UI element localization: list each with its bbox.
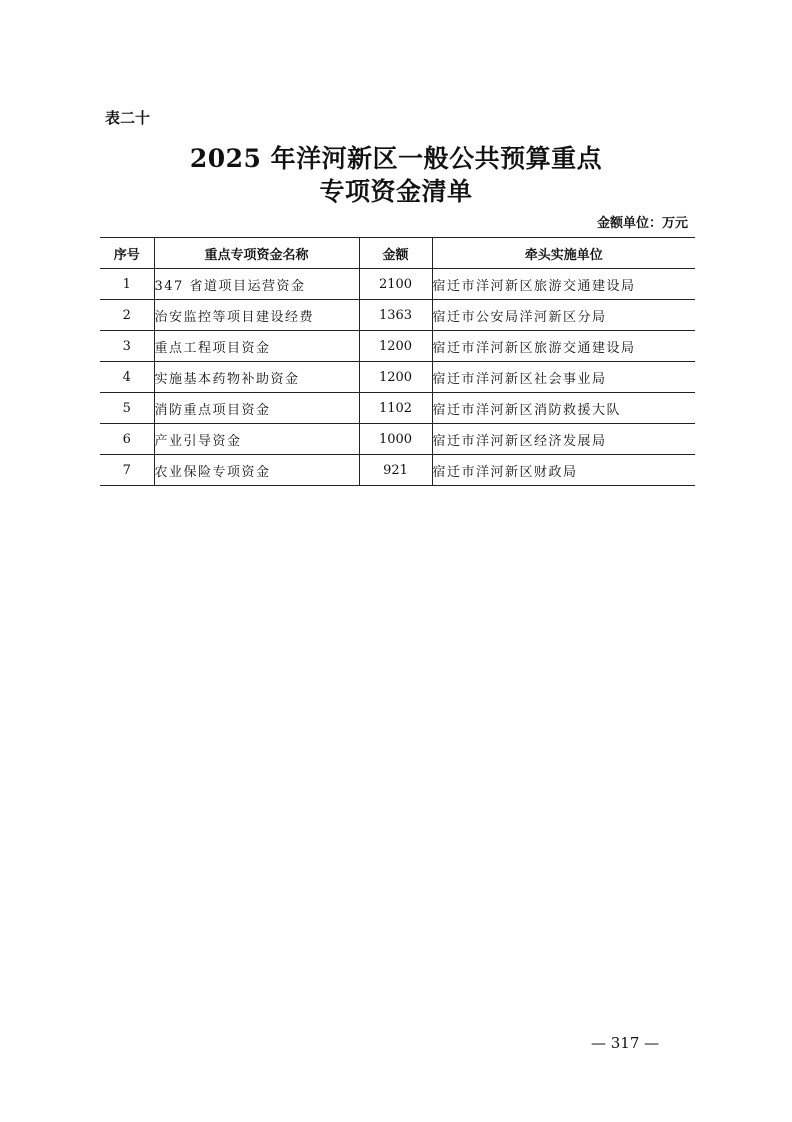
- cell-amount: 1200: [359, 331, 432, 362]
- cell-lead-unit: 宿迁市公安局洋河新区分局: [432, 300, 695, 331]
- table-row: [100, 455, 695, 486]
- cell-amount: 1000: [359, 424, 432, 455]
- cell-serial-number: 7: [100, 455, 154, 486]
- cell-lead-unit: 宿迁市洋河新区消防救援大队: [432, 393, 695, 424]
- table-row: [100, 393, 695, 424]
- table-row: [100, 300, 695, 331]
- header-amount: 金额: [359, 238, 432, 269]
- cell-lead-unit: 宿迁市洋河新区旅游交通建设局: [432, 269, 695, 300]
- cell-amount: 921: [359, 455, 432, 486]
- table-label: 表二十: [105, 109, 151, 127]
- cell-lead-unit: 宿迁市洋河新区财政局: [432, 455, 695, 486]
- cell-serial-number: 1: [100, 269, 154, 300]
- header-serial-number: 序号: [100, 238, 154, 269]
- page-number: — 317 —: [591, 1034, 660, 1052]
- special-funds-table: [100, 237, 695, 486]
- cell-fund-name: 消防重点项目资金: [154, 393, 359, 424]
- page-title-line2: 专项资金清单: [319, 177, 473, 206]
- page-title-line1: 2025 年洋河新区一般公共预算重点: [189, 144, 603, 173]
- header-fund-name: 重点专项资金名称: [154, 238, 359, 269]
- table-row: [100, 424, 695, 455]
- table-row: [100, 331, 695, 362]
- cell-fund-name: 实施基本药物补助资金: [154, 362, 359, 393]
- cell-serial-number: 2: [100, 300, 154, 331]
- header-lead-unit: 牵头实施单位: [432, 238, 695, 269]
- cell-fund-name: 347 省道项目运营资金: [154, 269, 359, 300]
- amount-unit-note: 金额单位：万元: [596, 216, 688, 231]
- cell-amount: 1102: [359, 393, 432, 424]
- table-row: [100, 269, 695, 300]
- cell-serial-number: 5: [100, 393, 154, 424]
- cell-lead-unit: 宿迁市洋河新区经济发展局: [432, 424, 695, 455]
- cell-serial-number: 6: [100, 424, 154, 455]
- cell-fund-name: 农业保险专项资金: [154, 455, 359, 486]
- cell-amount: 1200: [359, 362, 432, 393]
- cell-fund-name: 重点工程项目资金: [154, 331, 359, 362]
- cell-lead-unit: 宿迁市洋河新区社会事业局: [432, 362, 695, 393]
- cell-amount: 1363: [359, 300, 432, 331]
- cell-serial-number: 4: [100, 362, 154, 393]
- table-header-row: [100, 238, 695, 269]
- cell-fund-name: 治安监控等项目建设经费: [154, 300, 359, 331]
- cell-fund-name: 产业引导资金: [154, 424, 359, 455]
- table-row: [100, 362, 695, 393]
- cell-serial-number: 3: [100, 331, 154, 362]
- cell-amount: 2100: [359, 269, 432, 300]
- cell-lead-unit: 宿迁市洋河新区旅游交通建设局: [432, 331, 695, 362]
